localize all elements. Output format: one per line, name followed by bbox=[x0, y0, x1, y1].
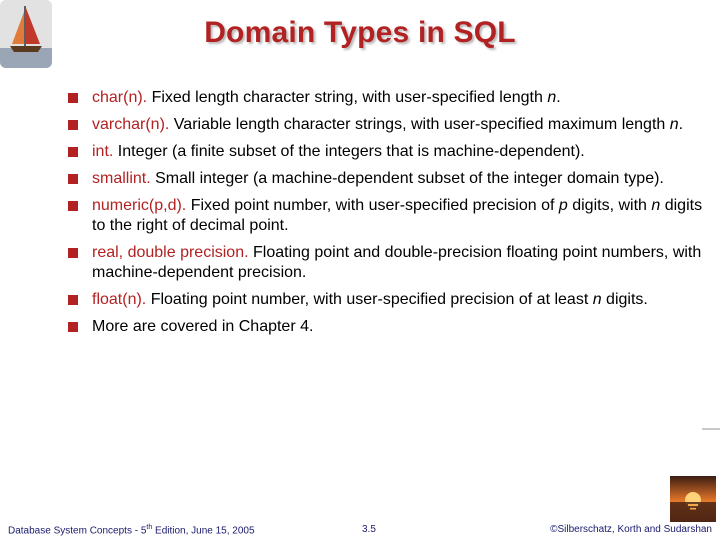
divider-tick bbox=[702, 428, 720, 430]
bullet-item bbox=[68, 243, 708, 283]
bullet-term: real, double precision. bbox=[92, 244, 249, 261]
bullet-description: Small integer (a machine-dependent subset of the integer domain type). bbox=[150, 170, 664, 187]
sunset-image-icon bbox=[670, 476, 716, 522]
square-bullet-icon bbox=[68, 248, 78, 258]
square-bullet-icon bbox=[68, 295, 78, 305]
square-bullet-icon bbox=[68, 174, 78, 184]
bullet-description: Floating point number, with user-specified precision of at least n digits. bbox=[146, 291, 648, 308]
bullet-description: Fixed length character string, with user-specified length n. bbox=[147, 89, 561, 106]
bullet-description: Fixed point number, with user-specified precision of p digits, with n digits to the right of decimal point. bbox=[92, 197, 703, 234]
variable-name: n bbox=[592, 291, 602, 308]
bullet-item bbox=[68, 142, 708, 162]
bullet-term: numeric(p,d). bbox=[92, 197, 187, 214]
bullet-description: Variable length character strings, with user-specified maximum length n. bbox=[169, 116, 684, 133]
bullet-term: float(n). bbox=[92, 291, 147, 308]
square-bullet-icon bbox=[68, 201, 78, 211]
variable-name: n bbox=[651, 197, 661, 214]
bullet-term: varchar(n). bbox=[92, 116, 170, 133]
footer-citation: Database System Concepts - 5th Edition, June 15, 2005 bbox=[8, 524, 255, 537]
bullet-item bbox=[68, 290, 708, 310]
bullet-item bbox=[68, 317, 708, 337]
bullet-description: More are covered in Chapter 4. bbox=[92, 318, 314, 335]
page-number: 3.5 bbox=[362, 524, 376, 535]
bullet-item bbox=[68, 115, 708, 135]
square-bullet-icon bbox=[68, 147, 78, 157]
bullet-item bbox=[68, 88, 708, 108]
bullet-description: Integer (a finite subset of the integers that is machine-dependent). bbox=[113, 143, 585, 160]
bullet-item bbox=[68, 196, 708, 236]
variable-name: n bbox=[547, 89, 557, 106]
bullet-description: Floating point and double-precision floating point numbers, with machine-dependent precision. bbox=[92, 244, 702, 281]
variable-name: p bbox=[558, 197, 568, 214]
bullet-term: int. bbox=[92, 143, 114, 160]
slide-title: Domain Types in SQL bbox=[204, 16, 516, 49]
variable-name: n bbox=[669, 116, 679, 133]
bullet-term: char(n). bbox=[92, 89, 148, 106]
bullet-item bbox=[68, 169, 708, 189]
bullet-term: smallint. bbox=[92, 170, 151, 187]
square-bullet-icon bbox=[68, 120, 78, 130]
bullet-list bbox=[68, 88, 708, 344]
square-bullet-icon bbox=[68, 322, 78, 332]
copyright: ©Silberschatz, Korth and Sudarshan bbox=[550, 524, 712, 535]
square-bullet-icon bbox=[68, 93, 78, 103]
